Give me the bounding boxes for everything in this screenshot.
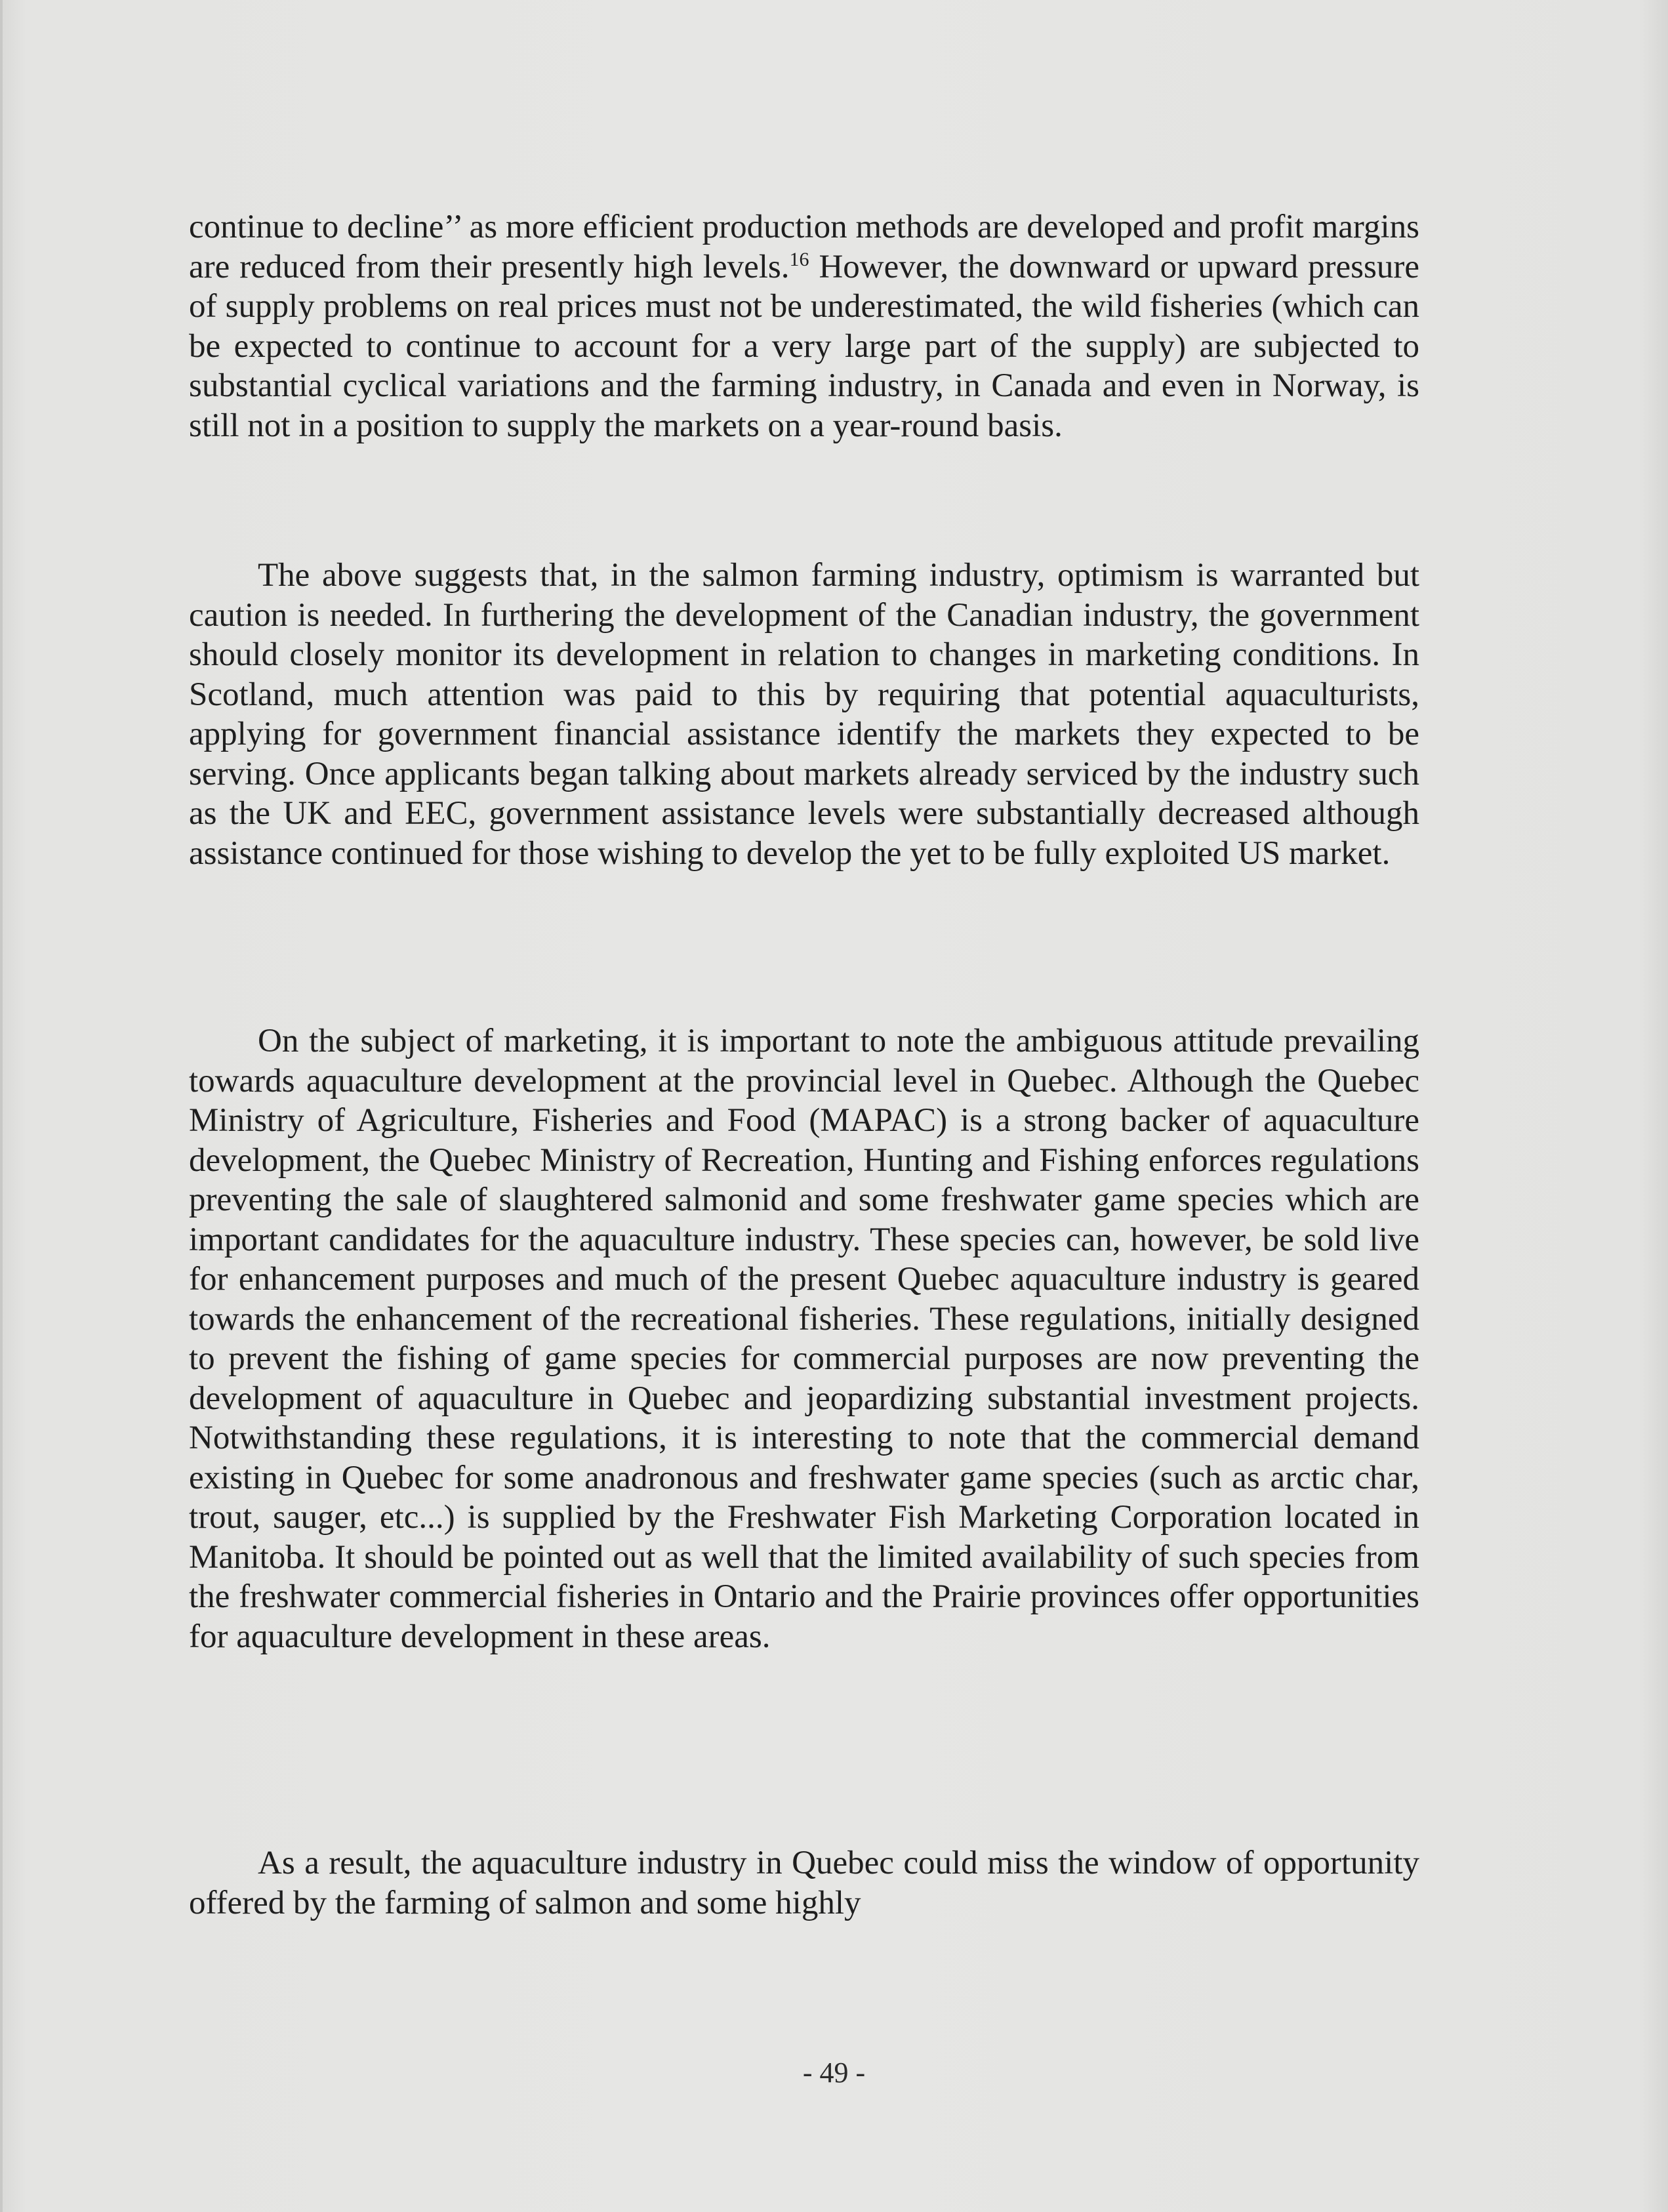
paragraph-quebec-result: As a result, the aquaculture industry in Quebec could miss the window of opportunity offered by the farming of salmon and some highly [189, 1845, 1419, 1921]
paragraph-quebec-marketing: On the subject of marketing, it is important to note the ambiguous attitude prevailing towards aquaculture development at the provincial level in Quebec. Although the Quebec Ministry of Agriculture, Fisheries and Food (MAPAC) is a strong backer of aquaculture development, the Quebec Ministry of Recreation, Hunting and Fishing enforces regulations preventing the sale of slaughtered salmonid and some freshwater game species which are important candidates for the aquaculture industry. These species can, however, be sold live for enhancement purposes and much of the present Quebec aquaculture industry is geared towards the enhancement of the recreational fisheries. These regulations, initially designed to prevent the fishing of game species for commercial purposes are now preventing the development of aquaculture in Quebec and jeopardizing substantial investment projects. Notwithstanding these regulations, it is interesting to note that the commercial demand existing in Quebec for some anadronous and freshwater game species (such as arctic char, trout, sauger, etc...) is supplied by the Freshwater Fish Marketing Corporation located in Manitoba. It should be pointed out as well that the limited availability of such species from the freshwater commercial fisheries in Ontario and the Prairie provinces offer opportunities for aquaculture development in these areas. [189, 1023, 1419, 1655]
footnote-reference: 16 [789, 248, 809, 270]
page-edge-shadow [0, 0, 3, 2212]
paragraph-1-text-end: However, the downward or upward pressure of supply problems on real prices must not be underestimated, the wild fisheries (which can be expected to continue to account for a very large part of the supply) are subjected to substantial cyclical variations and the farming industry, in Canada and even in Norway, is still not in a position to supply the markets on a year-round basis. [189, 248, 1419, 444]
page-number: - 49 - [802, 2057, 866, 2089]
paragraph-scotland-caution: The above suggests that, in the salmon farming industry, optimism is warranted but caution is needed. In furthering the development of the Canadian industry, the government should closely monitor its development in relation to changes in marketing conditions. In Scotland, much attention was paid to this by requiring that potential aquaculturists, applying for government financial assistance identify the markets they expected to be serving. Once applicants began talking about markets already serviced by the industry such as the UK and EEC, government assistance levels were substantially decreased although assistance continued for those wishing to develop the yet to be fully exploited US market. [189, 557, 1419, 872]
paragraph-continued [189, 207, 1419, 445]
paragraph-1-text-start: continue to decline’’ as more efficient production methods are developed and profit margins are reduced from their presently high levels. [189, 209, 1419, 285]
